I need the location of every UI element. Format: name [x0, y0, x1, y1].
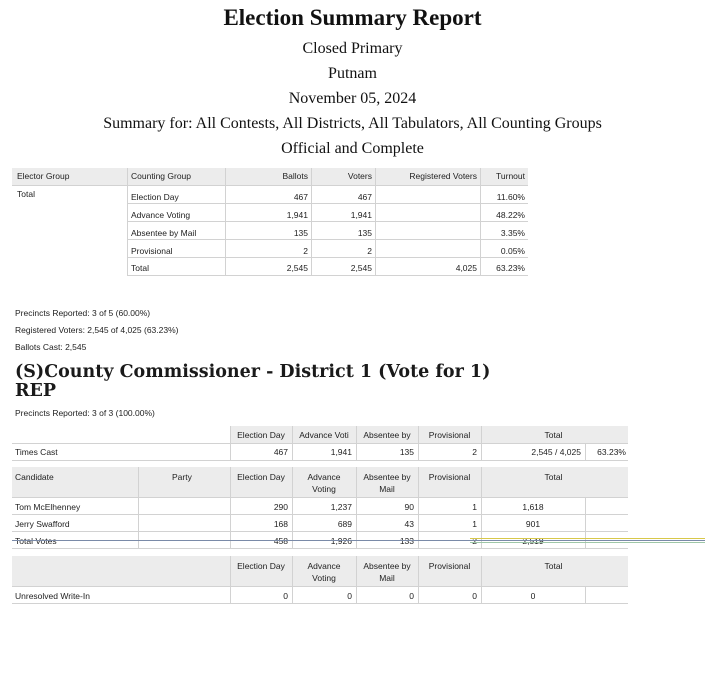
wi-col-provisional: Provisional	[428, 561, 471, 571]
registered-voters-stat: Registered Voters: 2,545 of 4,025 (63.23%)	[15, 325, 179, 335]
election-type: Closed Primary	[302, 40, 403, 57]
turnout-row-voters: 467	[357, 192, 372, 202]
turnout-row-label: Absentee by Mail	[131, 228, 197, 238]
col-absentee-line1: Absentee by	[363, 472, 411, 482]
tc-col-election-day: Election Day	[237, 430, 285, 440]
col-registered-voters: Registered Voters	[409, 171, 477, 181]
tc-absentee: 135	[399, 447, 414, 457]
turnout-row-pct: 3.35%	[500, 228, 525, 238]
turnout-row-ballots: 1,941	[286, 210, 308, 220]
turnout-row-pct: 63.23%	[496, 263, 525, 273]
candidate-total: 901	[525, 519, 541, 529]
turnout-row-label: Advance Voting	[131, 210, 191, 220]
turnout-row-pct: 0.05%	[500, 246, 525, 256]
writein-total: 0	[530, 591, 536, 601]
total-votes-absentee: 133	[399, 536, 414, 546]
report-status: Official and Complete	[281, 140, 424, 157]
candidate-advance: 689	[337, 519, 352, 529]
turnout-row-registered: 4,025	[455, 263, 477, 273]
tc-provisional: 2	[472, 447, 477, 457]
candidate-name: Jerry Swafford	[15, 519, 70, 529]
turnout-row-ballots: 135	[293, 228, 308, 238]
election-date: November 05, 2024	[288, 90, 417, 107]
report-title: Election Summary Report	[223, 5, 482, 30]
turnout-row-label: Election Day	[131, 192, 179, 202]
candidate-absentee: 90	[404, 502, 414, 512]
tc-pct: 63.23%	[597, 447, 626, 457]
turnout-row-ballots: 2,545	[286, 263, 308, 273]
turnout-row-ballots: 2	[303, 246, 308, 256]
total-votes-advance: 1,926	[330, 536, 352, 546]
col-turnout: Turnout	[496, 171, 525, 181]
turnout-row-ballots: 467	[293, 192, 308, 202]
contest-title-line1: (S)County Commissioner - District 1 (Vote for 1)	[15, 362, 491, 382]
county-name: Putnam	[328, 65, 377, 82]
col-absentee-line2: Mail	[379, 484, 395, 494]
wi-col-election-day: Election Day	[237, 561, 285, 571]
tc-col-provisional: Provisional	[428, 430, 471, 440]
col-ballots: Ballots	[282, 171, 308, 181]
turnout-row-voters: 2,545	[350, 263, 372, 273]
total-votes-label: Total Votes	[15, 536, 57, 546]
candidate-provisional: 1	[472, 502, 477, 512]
total-votes-total: 2,519	[522, 536, 544, 546]
tc-col-total: Total	[544, 430, 563, 440]
tc-advance: 1,941	[330, 447, 352, 457]
contest-precincts-reported: Precincts Reported: 3 of 3 (100.00%)	[15, 408, 155, 418]
writein-election-day: 0	[283, 591, 288, 601]
ballots-cast-stat: Ballots Cast: 2,545	[15, 342, 87, 352]
summary-scope: Summary for: All Contests, All Districts, All Tabulators, All Counting Groups	[103, 115, 602, 132]
total-votes-provisional: 2	[472, 536, 477, 546]
col-total: Total	[544, 472, 563, 482]
writein-label: Unresolved Write-In	[15, 591, 90, 601]
candidate-election-day: 168	[273, 519, 288, 529]
col-provisional: Provisional	[428, 472, 471, 482]
col-election-day: Election Day	[237, 472, 285, 482]
candidate-provisional: 1	[472, 519, 477, 529]
wi-col-advance-line1: Advance	[307, 561, 341, 571]
precincts-reported: Precincts Reported: 3 of 5 (60.00%)	[15, 308, 151, 318]
turnout-row-label: Total	[131, 263, 149, 273]
col-party: Party	[172, 472, 192, 482]
tc-total: 2,545 / 4,025	[531, 447, 581, 457]
candidate-name: Tom McElhenney	[15, 502, 81, 512]
writein-advance: 0	[347, 591, 352, 601]
col-candidate: Candidate	[15, 472, 54, 482]
tc-col-absentee: Absentee by	[363, 430, 411, 440]
col-advance-line1: Advance	[307, 472, 341, 482]
wi-col-absentee-line2: Mail	[379, 573, 395, 583]
elector-group-total: Total	[17, 189, 35, 199]
scan-artifact-line	[470, 542, 705, 543]
times-cast-label: Times Cast	[15, 447, 58, 457]
writein-absentee: 0	[409, 591, 414, 601]
turnout-row-voters: 135	[357, 228, 372, 238]
candidate-total: 1,618	[522, 502, 544, 512]
writein-provisional: 0	[472, 591, 477, 601]
wi-col-advance-line2: Voting	[312, 573, 336, 583]
wi-col-total: Total	[544, 561, 563, 571]
contest-title	[15, 363, 490, 401]
col-voters: Voters	[347, 171, 372, 181]
col-counting-group: Counting Group	[131, 171, 192, 181]
total-votes-election-day: 458	[273, 536, 288, 546]
turnout-row-label: Provisional	[131, 246, 173, 256]
contest-party: REP	[15, 381, 57, 401]
tc-col-advance: Advance Voti	[299, 430, 349, 440]
turnout-row-pct: 48.22%	[496, 210, 525, 220]
wi-col-absentee-line1: Absentee by	[363, 561, 411, 571]
candidate-election-day: 290	[273, 502, 288, 512]
turnout-row-voters: 2	[367, 246, 372, 256]
col-advance-line2: Voting	[312, 484, 336, 494]
scan-artifact-line	[470, 538, 705, 539]
scan-artifact-line	[12, 540, 705, 541]
candidate-advance: 1,237	[330, 502, 352, 512]
turnout-row-voters: 1,941	[350, 210, 372, 220]
col-elector-group: Elector Group	[17, 171, 70, 181]
candidate-absentee: 43	[404, 519, 414, 529]
turnout-row-pct: 11.60%	[496, 192, 525, 202]
tc-election-day: 467	[273, 447, 288, 457]
